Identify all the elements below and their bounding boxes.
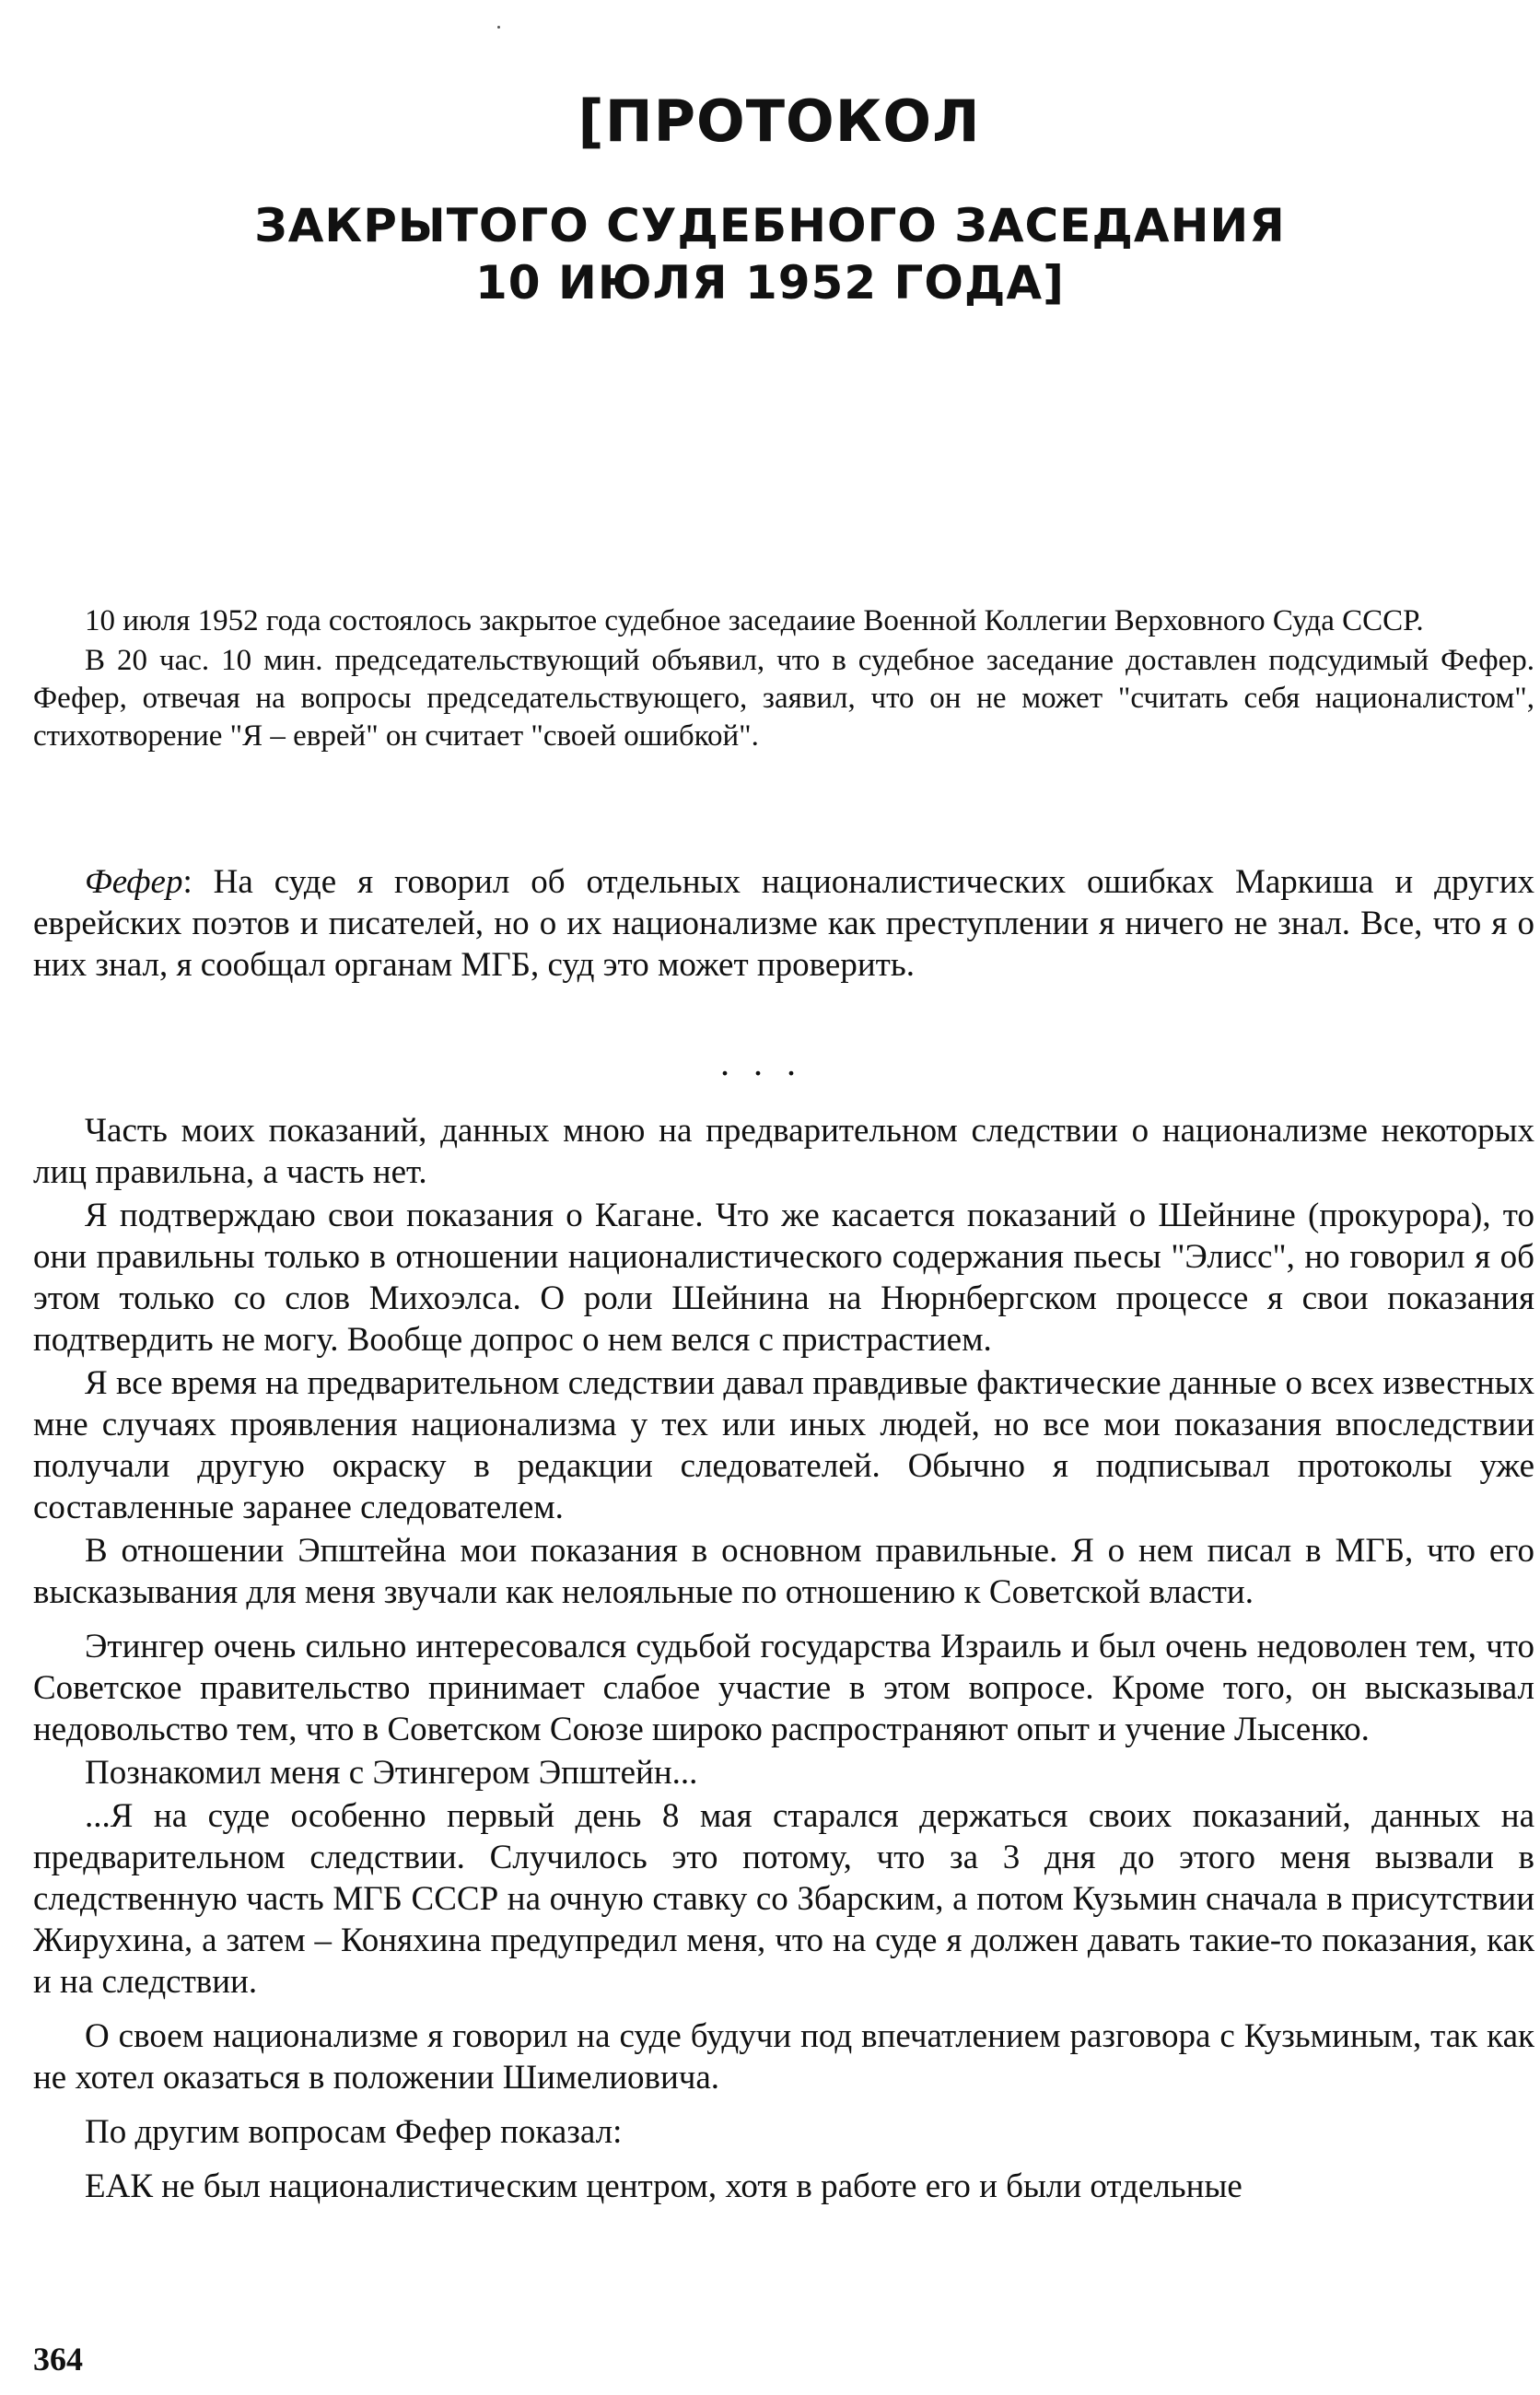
testimony-paragraph: Я подтверждаю свои показания о Кагане. Что же касается показаний о Шейнине (прокурора), то они правильны только в отношении националистического содержания пьесы "Элисс", но говорил я об этом только со слов Михоэлса. О роли Шейнина на Нюрнбергском процессе я свои показания подтвердить не могу. Вообще допрос о нем велся с пристрастием. (33, 1197, 1534, 1359)
statement-text: : На суде я говорил об отдельных националистических ошибках Маркиша и других еврейских поэтов и писателей, но о их национализме как преступлении я ничего не знал. Все, что я о них знал, я сообщал органам МГБ, суд это может проверить. (33, 863, 1534, 984)
statement-block (33, 861, 1534, 986)
scan-speck (497, 26, 500, 29)
title-protocol: [ПРОТОКОЛ (578, 88, 981, 155)
title-block (0, 85, 1540, 311)
testimony-paragraph: Этингер очень сильно интересовался судьбой государства Израиль и был очень недоволен тем, что Советское правительство принимает слабое участие в этом вопросе. Кроме того, он высказывал недовольство тем, что в Советском Союзе широко распространяют опыт и учение Лысенко. (33, 1628, 1534, 1748)
intro-paragraph: В 20 час. 10 мин. председательствующий объявил, что в судебное заседание доставлен подсудимый Фефер. Фефер, отвечая на вопросы председательствующего, заявил, что он не может "считать себя националистом", стихотворение "Я – еврей" он считает "своей ошибкой". (33, 644, 1534, 753)
statement-paragraph (33, 861, 1534, 986)
testimony-paragraph: ...Я на суде особенно первый день 8 мая старался держаться своих показаний, данных на предварительном следствии. Случилось это потому, что за 3 дня до этого меня вызвали в следственную часть МГБ СССР на очную ставку со Збарским, а потом Кузьмин сначала в присутствии Жирухина, а затем – Коняхина предупредил меня, что на суде я должен давать такие-то показания, как и на следствии. (33, 1797, 1534, 2001)
title-session: ЗАКРЫТОГО СУДЕБНОГО ЗАСЕДАНИЯ (254, 199, 1286, 252)
testimony-paragraph: Часть моих показаний, данных мною на предварительном следствии о национализме некоторых лиц правильна, а часть нет. (33, 1112, 1534, 1191)
section-separator: ... (720, 1042, 820, 1083)
testimony-paragraph: Я все время на предварительном следствии давал правдивые фактические данные о всех известных мне случаях проявления национализма у тех или иных людей, но все мои показания впоследствии получали другую окраску в редакции следователей. Обычно я подписывал протоколы уже составленные заранее следователем. (33, 1364, 1534, 1526)
title-date: 10 ИЮЛЯ 1952 ГОДА] (475, 256, 1065, 310)
testimony-block (33, 1110, 1534, 2207)
speaker-name: Фефер (85, 863, 183, 901)
testimony-paragraph: В отношении Эпштейна мои показания в основном правильные. Я о нем писал в МГБ, что его высказывания для меня звучали как нелояльные по отношению к Советской власти. (33, 1532, 1534, 1611)
testimony-paragraph: По другим вопросам Фефер показал: (85, 2113, 623, 2151)
intro-block (33, 602, 1534, 755)
page-number: 364 (33, 2341, 83, 2377)
testimony-paragraph: О своем национализме я говорил на суде будучи под впечатлением разговора с Кузьминым, так как не хотел оказаться в положении Шимелиовича. (33, 2017, 1534, 2097)
testimony-paragraph: Познакомил меня с Этингером Эпштейн... (85, 1754, 698, 1792)
intro-paragraph: 10 июля 1952 года состоялось закрытое судебное заседаиие Военной Коллегии Верховного Суда СССР. (85, 604, 1424, 637)
testimony-paragraph: ЕАК не был националистическим центром, хотя в работе его и были отдельные (85, 2167, 1242, 2205)
